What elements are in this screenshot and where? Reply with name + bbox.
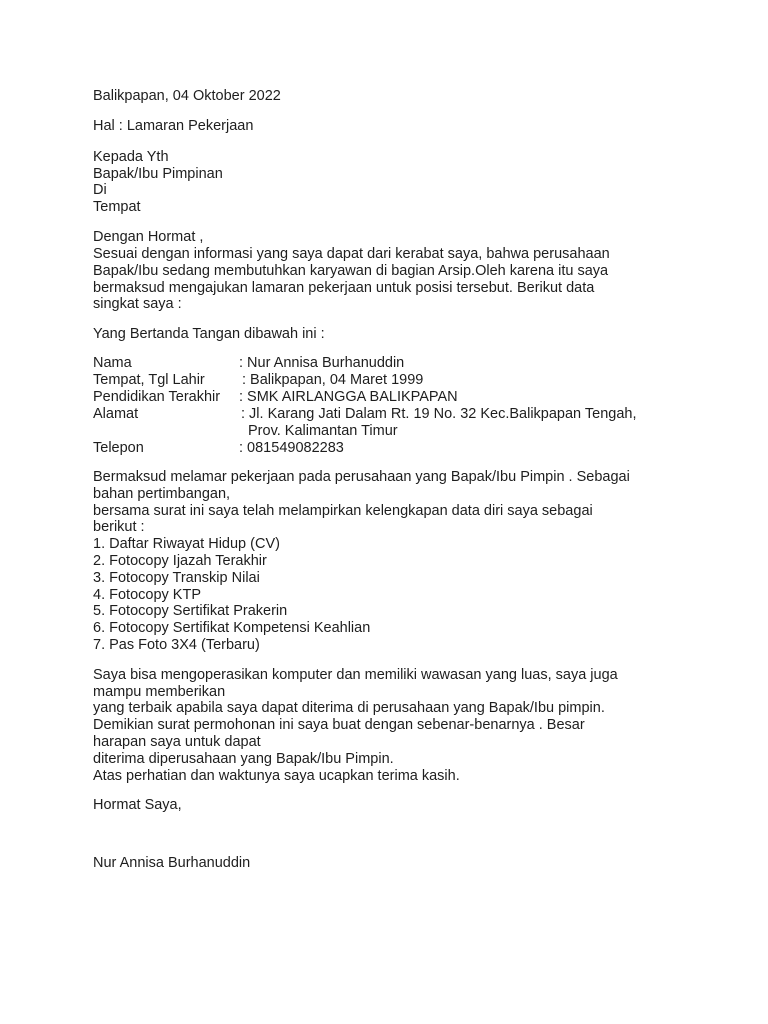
data-value: : Nur Annisa Burhanuddin — [239, 355, 405, 371]
data-value: : Jl. Karang Jati Dalam Rt. 19 No. 32 Kec.Balikpapan Tengah, — [241, 406, 637, 422]
data-row-phone — [93, 440, 344, 457]
closing-line: Saya bisa mengoperasikan komputer dan memiliki wawasan yang luas, saya juga — [93, 667, 618, 683]
date-line: Balikpapan, 04 Oktober 2022 — [93, 88, 281, 104]
recipient-line: Di — [93, 182, 107, 198]
attachment-item: 2. Fotocopy Ijazah Terakhir — [93, 553, 267, 569]
intro-line: Sesuai dengan informasi yang saya dapat dari kerabat saya, bahwa perusahaan — [93, 246, 610, 262]
purpose-line: Bermaksud melamar pekerjaan pada perusahaan yang Bapak/Ibu Pimpin . Sebagai — [93, 469, 630, 485]
data-label: Pendidikan Terakhir — [93, 389, 221, 405]
closing-line: Atas perhatian dan waktunya saya ucapkan terima kasih. — [93, 768, 460, 784]
data-label: Alamat — [93, 406, 139, 422]
subject-line: Hal : Lamaran Pekerjaan — [93, 118, 254, 134]
data-row-address-cont: Prov. Kalimantan Timur — [248, 423, 398, 439]
closing-line: yang terbaik apabila saya dapat diterima di perusahaan yang Bapak/Ibu pimpin. — [93, 700, 605, 716]
data-label: Nama — [93, 355, 132, 371]
closing-line: Demikian surat permohonan ini saya buat dengan sebenar-benarnya . Besar — [93, 717, 585, 733]
closing-line: mampu memberikan — [93, 684, 226, 700]
intro-line: bermaksud mengajukan lamaran pekerjaan untuk posisi tersebut. Berikut data — [93, 280, 595, 296]
undersigned-line: Yang Bertanda Tangan dibawah ini : — [93, 326, 325, 342]
recipient-line: Kepada Yth — [93, 149, 169, 165]
greeting: Dengan Hormat , — [93, 229, 204, 245]
attachment-item: 6. Fotocopy Sertifikat Kompetensi Keahlian — [93, 620, 371, 636]
intro-line: Bapak/Ibu sedang membutuhkan karyawan di bagian Arsip.Oleh karena itu saya — [93, 263, 609, 279]
data-row-address — [93, 406, 637, 423]
sign-off: Hormat Saya, — [93, 797, 182, 813]
attachment-item: 1. Daftar Riwayat Hidup (CV) — [93, 536, 280, 552]
attachment-item: 4. Fotocopy KTP — [93, 587, 201, 603]
purpose-line: bersama surat ini saya telah melampirkan kelengkapan data diri saya sebagai — [93, 503, 593, 519]
data-value: : 081549082283 — [239, 440, 344, 456]
data-label: Telepon — [93, 440, 144, 456]
purpose-line: bahan pertimbangan, — [93, 486, 231, 502]
attachment-item: 3. Fotocopy Transkip Nilai — [93, 570, 260, 586]
data-value: : SMK AIRLANGGA BALIKPAPAN — [239, 389, 458, 405]
signature-name: Nur Annisa Burhanuddin — [93, 855, 251, 871]
data-row-birth — [93, 372, 423, 389]
attachment-item: 5. Fotocopy Sertifikat Prakerin — [93, 603, 288, 619]
recipient-line: Bapak/Ibu Pimpinan — [93, 166, 223, 182]
closing-line: harapan saya untuk dapat — [93, 734, 261, 750]
attachment-item: 7. Pas Foto 3X4 (Terbaru) — [93, 637, 260, 653]
purpose-line: berikut : — [93, 519, 145, 535]
closing-line: diterima diperusahaan yang Bapak/Ibu Pimpin. — [93, 751, 394, 767]
data-label: Tempat, Tgl Lahir — [93, 372, 205, 388]
intro-line: singkat saya : — [93, 296, 182, 312]
data-row-education — [93, 389, 458, 406]
recipient-line: Tempat — [93, 199, 141, 215]
data-row-name — [93, 355, 404, 372]
data-value: : Balikpapan, 04 Maret 1999 — [242, 372, 424, 388]
